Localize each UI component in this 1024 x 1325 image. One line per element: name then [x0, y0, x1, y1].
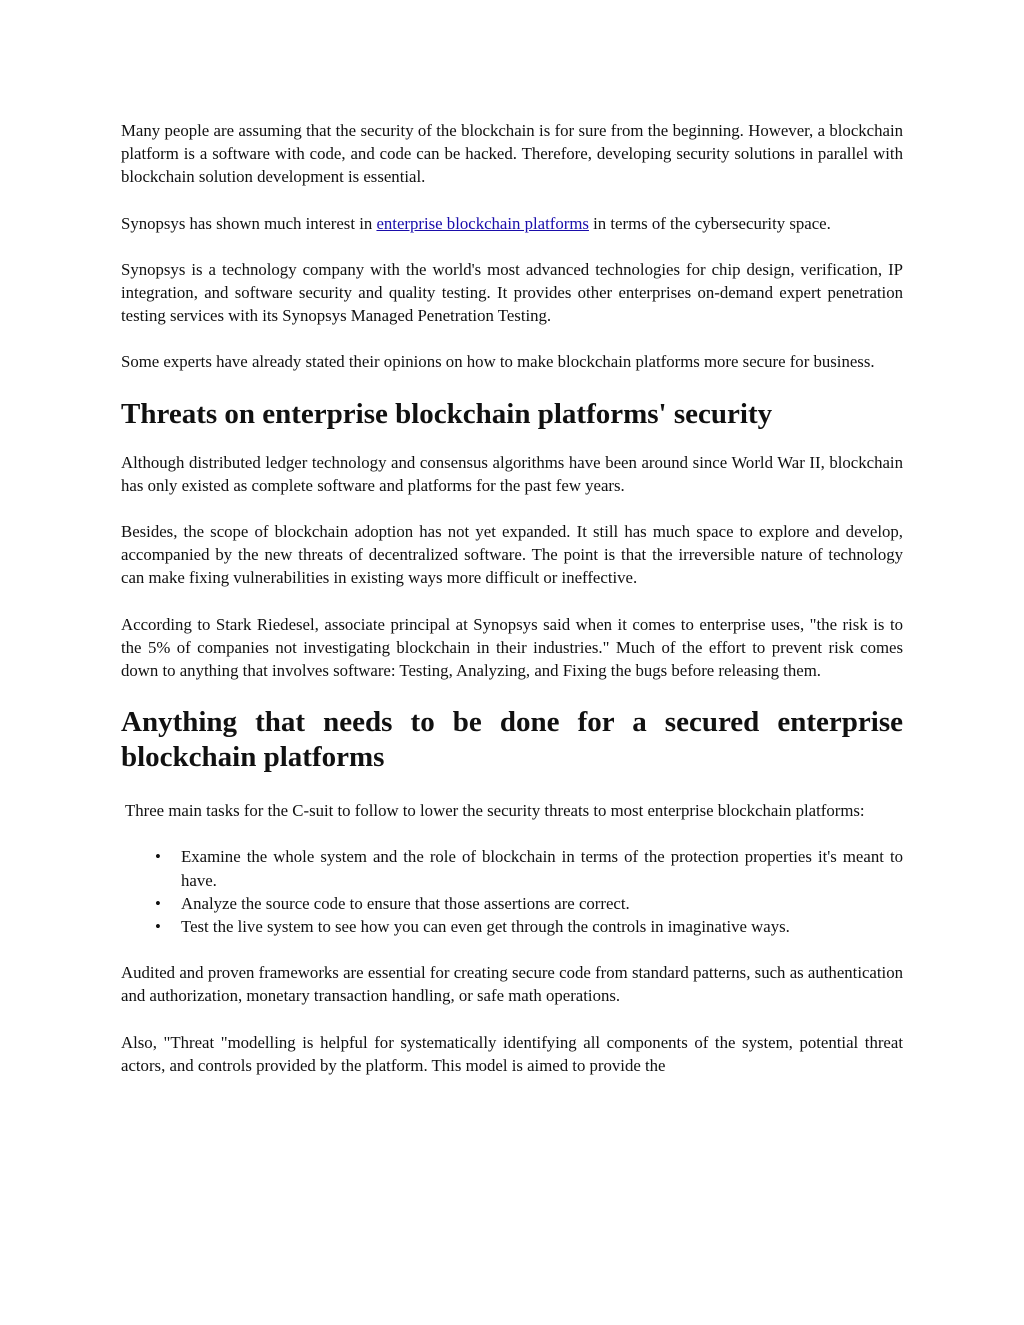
- intro-paragraph-2: [121, 212, 903, 235]
- section-1-paragraph-2: Besides, the scope of blockchain adoption has not yet expanded. It still has much space to explore and develop, accompanied by the new threats of decentralized software. The point is that the irreversible nature of technology can make fixing vulnerabilities in existing ways more difficult or ineffective.: [121, 522, 903, 588]
- section-2-paragraph-2: Audited and proven frameworks are essential for creating secure code from standard patterns, such as authentication and authorization, monetary transaction handling, or safe math operations.: [121, 963, 903, 1006]
- section-2-heading: Anything that needs to be done for a secured enterprise blockchain platforms: [121, 706, 903, 774]
- intro-paragraph-1: Many people are assuming that the security of the blockchain is for sure from the beginning. However, a blockchain platform is a software with code, and code can be hacked. Therefore, developing security solutions in parallel with blockchain solution development is essential.: [121, 121, 903, 187]
- intro-paragraph-4: Some experts have already stated their opinions on how to make blockchain platforms more secure for business.: [121, 352, 875, 372]
- bullet-item: • Analyze the source code to ensure that those assertions are correct.: [181, 892, 903, 915]
- bullet-item: • Test the live system to see how you can even get through the controls in imaginative ways.: [181, 915, 903, 938]
- document-page: [121, 119, 903, 1100]
- section-1-paragraph-3: According to Stark Riedesel, associate principal at Synopsys said when it comes to enterprise uses, "the risk is to the 5% of companies not investigating blockchain in their industries." Much of the effort to prevent risk comes down to anything that involves software: Testing, Analyzing, and Fixing the bugs before releasing them.: [121, 614, 903, 681]
- section-2-paragraph-3: Also, "Threat "modelling is helpful for systematically identifying all components of the system, potential threat actors, and controls provided by the platform. This model is aimed to provide the: [121, 1032, 903, 1075]
- intro-paragraph-2-text-before: Synopsys has shown much interest in: [121, 213, 377, 233]
- enterprise-blockchain-platforms-link[interactable]: enterprise blockchain platforms: [376, 213, 589, 233]
- section-1-heading: Threats on enterprise blockchain platforms' security: [121, 397, 773, 430]
- intro-paragraph-3: Synopsys is a technology company with the world's most advanced technologies for chip design, verification, IP integration, and software security and quality testing. It provides other enterprises on-demand expert penetration testing services with its Synopsys Managed Penetration Testing.: [121, 259, 903, 326]
- tasks-bullet-list: [121, 845, 903, 938]
- section-1-paragraph-1: Although distributed ledger technology and consensus algorithms have been around since World War II, blockchain has only existed as complete software and platforms for the past few years.: [121, 452, 903, 495]
- section-2-paragraph-1: Three main tasks for the C-suit to follow to lower the security threats to most enterprise blockchain platforms:: [125, 801, 865, 821]
- bullet-item: • Examine the whole system and the role of blockchain in terms of the protection properties it's meant to have.: [181, 845, 903, 891]
- intro-paragraph-2-text-after: in terms of the cybersecurity space.: [588, 213, 831, 233]
